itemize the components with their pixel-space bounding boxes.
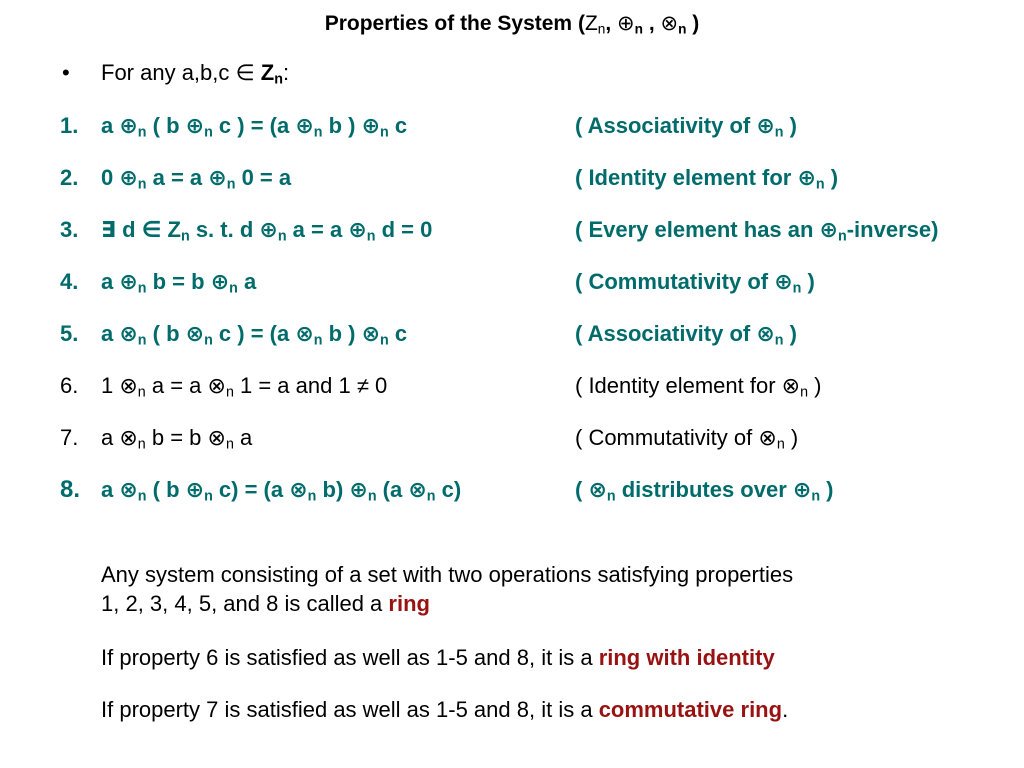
intro-bullet: • [62,60,70,85]
text-segment: -inverse) [846,217,939,242]
subscript: n [426,488,436,505]
text-segment: b ) ⊕ [322,113,381,138]
property-description [575,372,822,400]
text-segment: ) [824,165,839,190]
subscript: n [229,280,238,297]
subscript: n [204,488,213,505]
ring-definition [101,560,793,618]
subscript: n [792,280,802,297]
property-number: 7. [60,425,79,450]
text-segment: c) [435,477,462,502]
text-segment: a ⊗ [101,425,138,450]
property-expression [101,164,291,192]
subscript: n [180,228,190,245]
subscript: n [800,384,809,401]
subscript: n [367,488,377,505]
text-segment: 0 ⊕ [101,165,138,190]
property-number: 1. [60,113,79,138]
subscript: n [774,332,784,349]
text-segment: ( b ⊕ [146,477,205,502]
text-segment: a ⊗ [101,321,138,346]
subscript: n [225,436,234,453]
text-segment: a = a ⊕ [286,217,367,242]
text-segment: a = a ⊕ [146,165,227,190]
subscript: n [137,280,147,297]
text-segment: c ) = (a ⊕ [212,113,314,138]
intro-colon: : [282,60,290,85]
subscript: n [313,332,323,349]
text-segment: s. t. d ⊕ [189,217,278,242]
property-number: 6. [60,373,79,398]
text-segment: a = a ⊗ [145,373,226,398]
property-expression [101,268,256,296]
text-segment: ( Every element has an ⊕ [575,217,838,242]
title-otimes-sub: n [678,21,687,37]
ring-definition-line1: Any system consisting of a set with two operations satisfying properties [101,562,794,587]
page-title [0,10,1024,38]
property-number: 2. [60,165,79,190]
subscript: n [776,436,785,453]
text-segment: d = 0 [375,217,433,242]
property-description [575,424,798,452]
property-expression [101,476,461,504]
title-z-sub: n [597,21,606,37]
property-description [575,320,797,348]
text-segment: ) [820,477,834,502]
text-segment: c ) = (a ⊗ [212,321,314,346]
text-segment: ( b ⊕ [146,113,205,138]
subscript: n [204,124,213,141]
text-segment: b ) ⊗ [322,321,381,346]
text-segment: ( Commutativity of ⊕ [575,269,793,294]
subscript: n [137,384,146,401]
text-segment: ) [784,425,799,450]
subscript: n [137,124,147,141]
subscript: n [204,332,213,349]
property-expression [101,112,407,140]
subscript: n [225,384,234,401]
subscript: n [811,488,821,505]
text-segment: b = b ⊗ [145,425,226,450]
text-segment: a [233,425,253,450]
property-expression [101,424,252,452]
title-prefix: Properties of the System ( [324,12,585,35]
text-segment: ) [808,373,822,398]
ring-with-identity-definition [101,643,775,672]
commutative-ring-end: . [782,697,789,722]
text-segment: ( Identity element for ⊗ [575,373,801,398]
text-segment: 1 ⊗ [101,373,138,398]
text-segment: a ⊕ [101,269,138,294]
property-description [575,216,938,244]
subscript: n [606,488,616,505]
ring-with-identity-term: ring with identity [598,645,775,670]
text-segment: a [237,269,257,294]
ring-term: ring [388,591,430,616]
title-z: Z [584,12,598,35]
subscript: n [838,228,847,245]
intro-set: Z [260,60,275,85]
property-number: 3. [60,217,79,242]
subscript: n [226,176,236,193]
property-expression [101,216,432,244]
subscript: n [380,124,389,141]
subscript: n [380,332,389,349]
text-segment: ( Associativity of ⊕ [575,113,775,138]
text-segment: 1 = a and 1 ≠ 0 [233,373,388,398]
subscript: n [137,176,147,193]
text-segment: ( b ⊗ [146,321,205,346]
intro-text: For any a,b,c ∈ [101,60,261,85]
otimes-symbol: ⊗ [660,12,679,35]
text-segment: ( Commutativity of ⊗ [575,425,777,450]
property-description [575,476,834,504]
text-segment: a ⊕ [101,113,138,138]
property-number: 8. [60,476,81,503]
text-segment: ∃ d ∈ Z [101,217,181,242]
subscript: n [313,124,323,141]
text-segment: ( Identity element for ⊕ [575,165,816,190]
text-segment: (a ⊗ [376,477,427,502]
commutative-ring-term: commutative ring [598,697,783,722]
subscript: n [137,436,146,453]
subscript: n [137,488,147,505]
property-description [575,112,797,140]
intro-line [101,59,289,87]
subscript: n [774,124,784,141]
text-segment: ( ⊗ [575,477,607,502]
property-description [575,164,838,192]
text-segment: ) [783,321,797,346]
property-number: 4. [60,269,79,294]
subscript: n [366,228,376,245]
intro-set-sub: n [274,71,283,88]
commutative-ring-definition [101,695,788,724]
text-segment: c [388,113,408,138]
text-segment: distributes over ⊕ [615,477,812,502]
text-segment: 0 = a [235,165,292,190]
subscript: n [307,488,317,505]
subscript: n [137,332,147,349]
oplus-symbol: ⊕ [617,12,635,35]
text-segment: ) [801,269,815,294]
text-segment: b) ⊕ [316,477,368,502]
property-number: 5. [60,321,79,346]
property-description [575,268,815,296]
title-suffix: ) [686,12,700,35]
property-expression [101,372,387,400]
text-segment: c [388,321,408,346]
ring-with-identity-text: If property 6 is satisfied as well as 1-5 and 8, it is a [101,645,599,670]
ring-definition-line2: 1, 2, 3, 4, 5, and 8 is called a [101,591,389,616]
subscript: n [277,228,287,245]
property-expression [101,320,407,348]
text-segment: ( Associativity of ⊗ [575,321,775,346]
text-segment: c) = (a ⊗ [212,477,308,502]
title-oplus-sub: n [634,21,643,37]
commutative-ring-text: If property 7 is satisfied as well as 1-5 and 8, it is a [101,697,599,722]
title-sep2: , [642,12,661,35]
text-segment: ) [783,113,797,138]
title-sep1: , [605,12,618,35]
text-segment: a ⊗ [101,477,138,502]
text-segment: b = b ⊕ [146,269,230,294]
subscript: n [815,176,825,193]
